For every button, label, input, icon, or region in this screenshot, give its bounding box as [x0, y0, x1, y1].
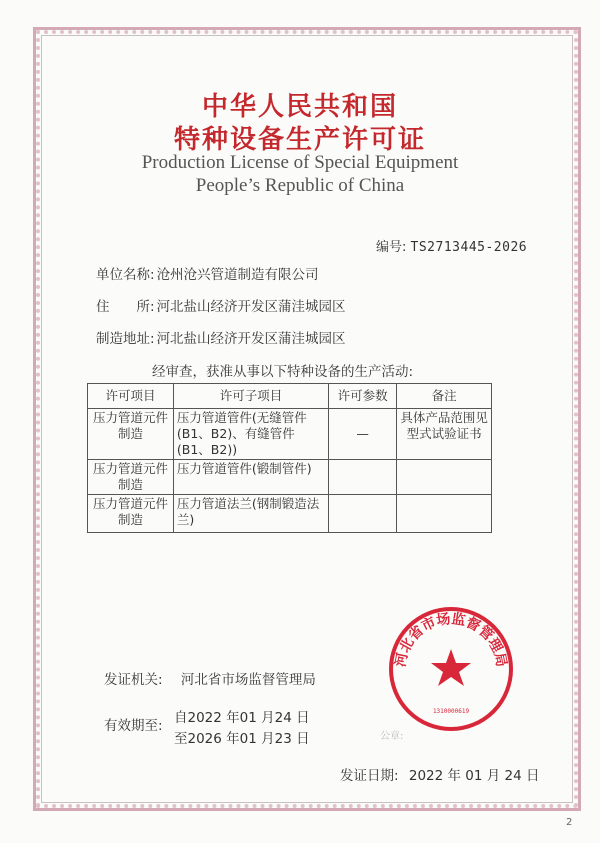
row1-subitem: 压力管道管件(无缝管件(B1、B2)、有缝管件(B1、B2)): [173, 409, 328, 460]
unit-name-field: [96, 263, 319, 283]
header-note: 备注: [397, 384, 492, 409]
seal-text: 河北省市场监督管理局: [392, 611, 510, 669]
issuer-value: 河北省市场监督管理局: [180, 672, 316, 688]
issuer-field: [104, 668, 316, 688]
unit-name-value: 沧州沧兴管道制造有限公司: [156, 267, 319, 283]
certificate-number-label: 编号:: [376, 240, 407, 255]
table-row: [88, 495, 492, 533]
row1-param: —: [329, 409, 397, 460]
title-en-line2: People’s Republic of China: [195, 175, 405, 196]
official-seal: [387, 605, 515, 733]
issue-date-field: [340, 764, 540, 784]
row3-note: [397, 495, 492, 533]
row3-subitem: 压力管道法兰(钢制锻造法兰): [173, 495, 328, 533]
row2-item: 压力管道元件制造: [88, 460, 174, 495]
faint-annotation: 公章:: [380, 731, 404, 742]
manufacturing-address-label: 制造地址:: [96, 331, 155, 347]
title-cn-line1: 中华人民共和国: [201, 92, 398, 122]
validity-to: 至2026 年01 月23 日: [174, 731, 310, 747]
title-en-line1: Production License of Special Equipment: [141, 152, 459, 173]
title-cn-line2: 特种设备生产许可证: [173, 125, 426, 155]
header-subitem: 许可子项目: [173, 384, 328, 409]
address-label: 住 所:: [96, 299, 155, 315]
license-table: [87, 383, 492, 533]
header-param: 许可参数: [329, 384, 397, 409]
row1-item: 压力管道元件制造: [88, 409, 174, 460]
issue-date-value: 2022 年 01 月 24 日: [408, 768, 540, 784]
seal-code: 1310000619: [432, 708, 470, 715]
intro-text: 经审查，获准从事以下特种设备的生产活动:: [152, 364, 414, 380]
row3-item: 压力管道元件制造: [88, 495, 174, 533]
row2-param: [329, 460, 397, 495]
row1-note: 具体产品范围见型式试验证书: [397, 409, 492, 460]
table-row: [88, 460, 492, 495]
address-field: [96, 295, 346, 315]
manufacturing-address-value: 河北盐山经济开发区蒲洼城园区: [156, 331, 346, 347]
validity-label: 有效期至:: [104, 718, 163, 734]
table-header-row: [88, 384, 492, 409]
address-value: 河北盐山经济开发区蒲洼城园区: [156, 299, 346, 315]
unit-name-label: 单位名称:: [96, 267, 155, 283]
row2-subitem: 压力管道管件(锻制管件): [173, 460, 328, 495]
page-number: 2: [566, 817, 573, 828]
row3-param: [329, 495, 397, 533]
manufacturing-address-field: [96, 327, 346, 347]
row2-note: [397, 460, 492, 495]
issuer-label: 发证机关:: [104, 672, 163, 688]
table-row: [88, 409, 492, 460]
header-item: 许可项目: [88, 384, 174, 409]
certificate-number-value: TS2713445-2026: [410, 240, 528, 255]
certificate-number: [376, 236, 527, 255]
issue-date-label: 发证日期:: [340, 768, 399, 784]
seal-star-icon: [431, 649, 471, 686]
validity-from: 自2022 年01 月24 日: [174, 710, 310, 726]
